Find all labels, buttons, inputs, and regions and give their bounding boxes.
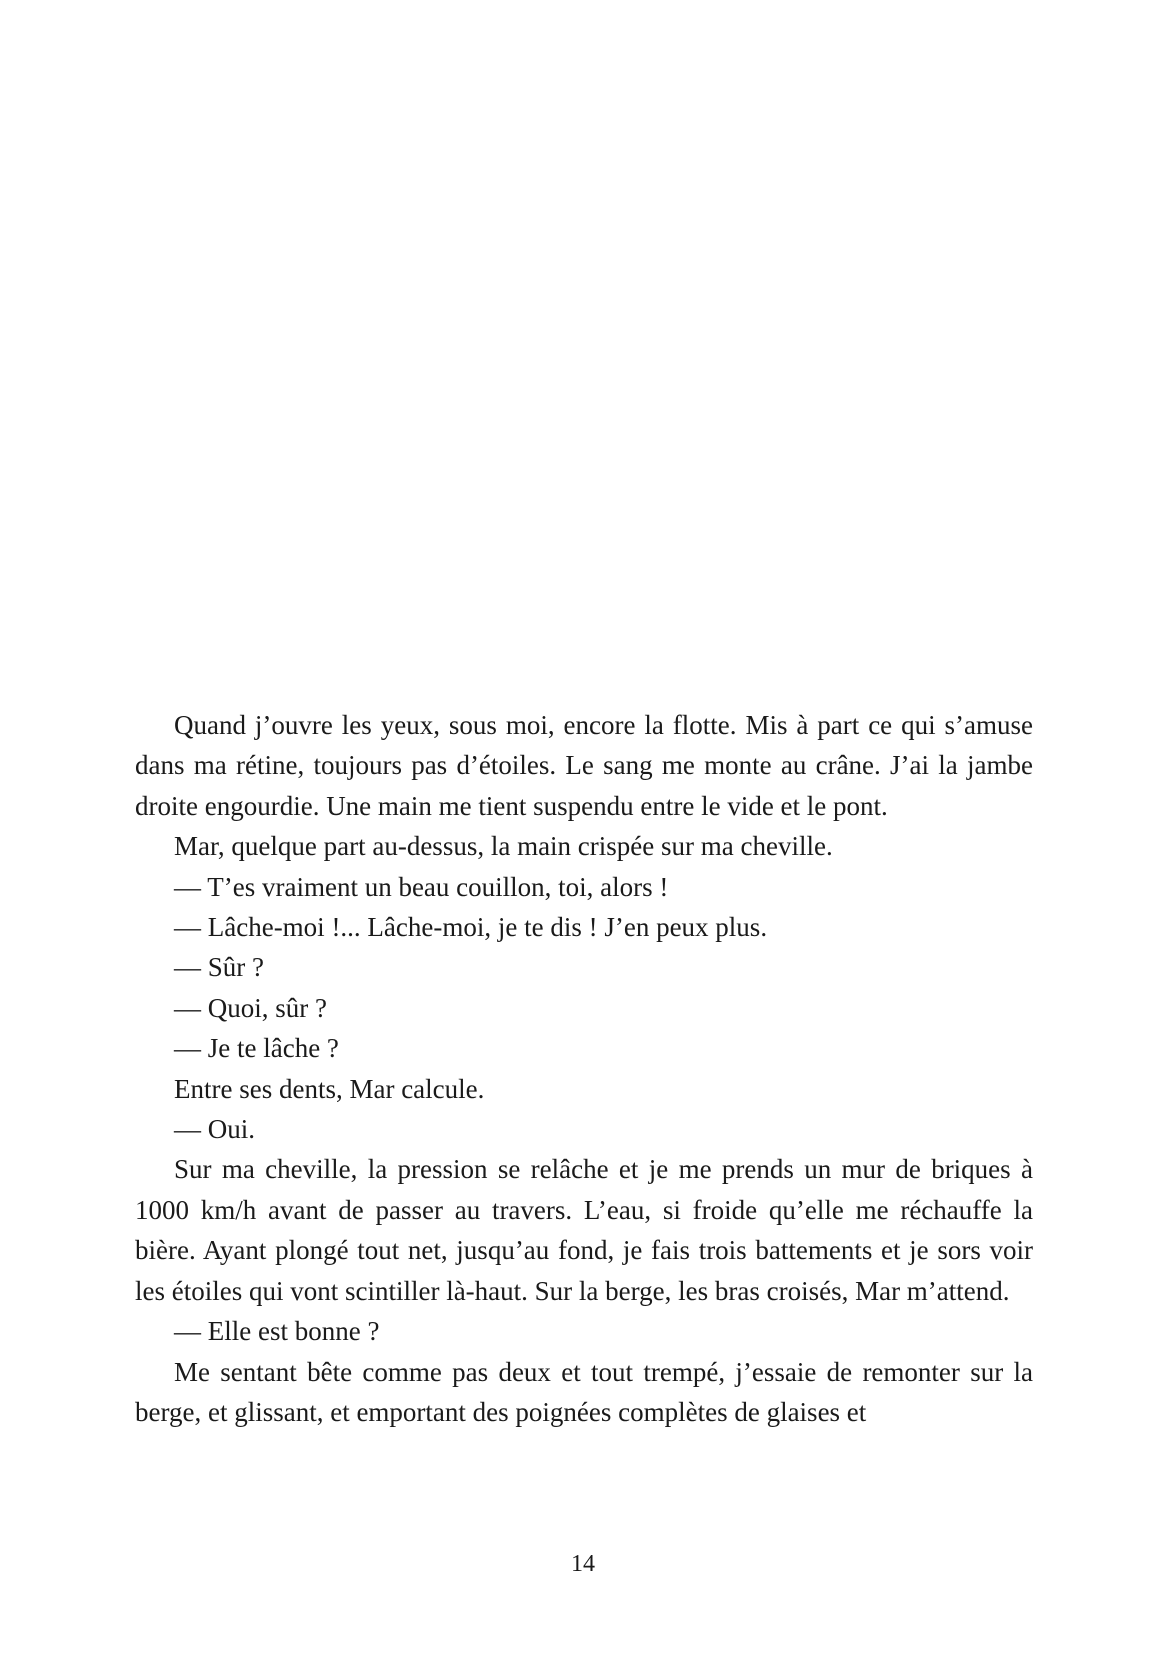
dialogue-line: — Sûr ? — [174, 952, 264, 983]
paragraph: Sur ma cheville, la pression se relâche et je me prends un mur de briques à 1000 km/h avant de passer au travers. L’eau, si froide qu’elle me réchauffe la bière. Ayant plongé tout net, jusqu’au fond, je fais trois battements et je sors voir les étoiles qui vont scintiller là-haut. Sur la berge, les bras croisés, Mar m’attend. — [135, 1154, 1033, 1306]
dialogue-line: — Je te lâche ? — [174, 1033, 339, 1064]
dialogue-line: — Lâche-moi !... Lâche-moi, je te dis ! J’en peux plus. — [174, 912, 768, 943]
dialogue-line: — Quoi, sûr ? — [174, 992, 327, 1023]
paragraph: Mar, quelque part au-dessus, la main crispée sur ma cheville. — [174, 831, 833, 862]
dialogue-line: — Elle est bonne ? — [174, 1316, 380, 1347]
paragraph: Entre ses dents, Mar calcule. — [174, 1073, 485, 1104]
dialogue-line: — Oui. — [174, 1114, 255, 1145]
dialogue-line: — T’es vraiment un beau couillon, toi, alors ! — [174, 871, 669, 902]
page-number: 14 — [571, 1551, 595, 1577]
page-body — [135, 705, 1033, 1432]
paragraph: Quand j’ouvre les yeux, sous moi, encore la flotte. Mis à part ce qui s’amuse dans ma rétine, toujours pas d’étoiles. Le sang me monte au crâne. J’ai la jambe droite engourdie. Une main me tient suspendu entre le vide et le pont. — [135, 710, 1033, 821]
paragraph: Me sentant bête comme pas deux et tout trempé, j’essaie de remonter sur la berge, et glissant, et emportant des poignées complètes de glaises et — [135, 1356, 1033, 1427]
